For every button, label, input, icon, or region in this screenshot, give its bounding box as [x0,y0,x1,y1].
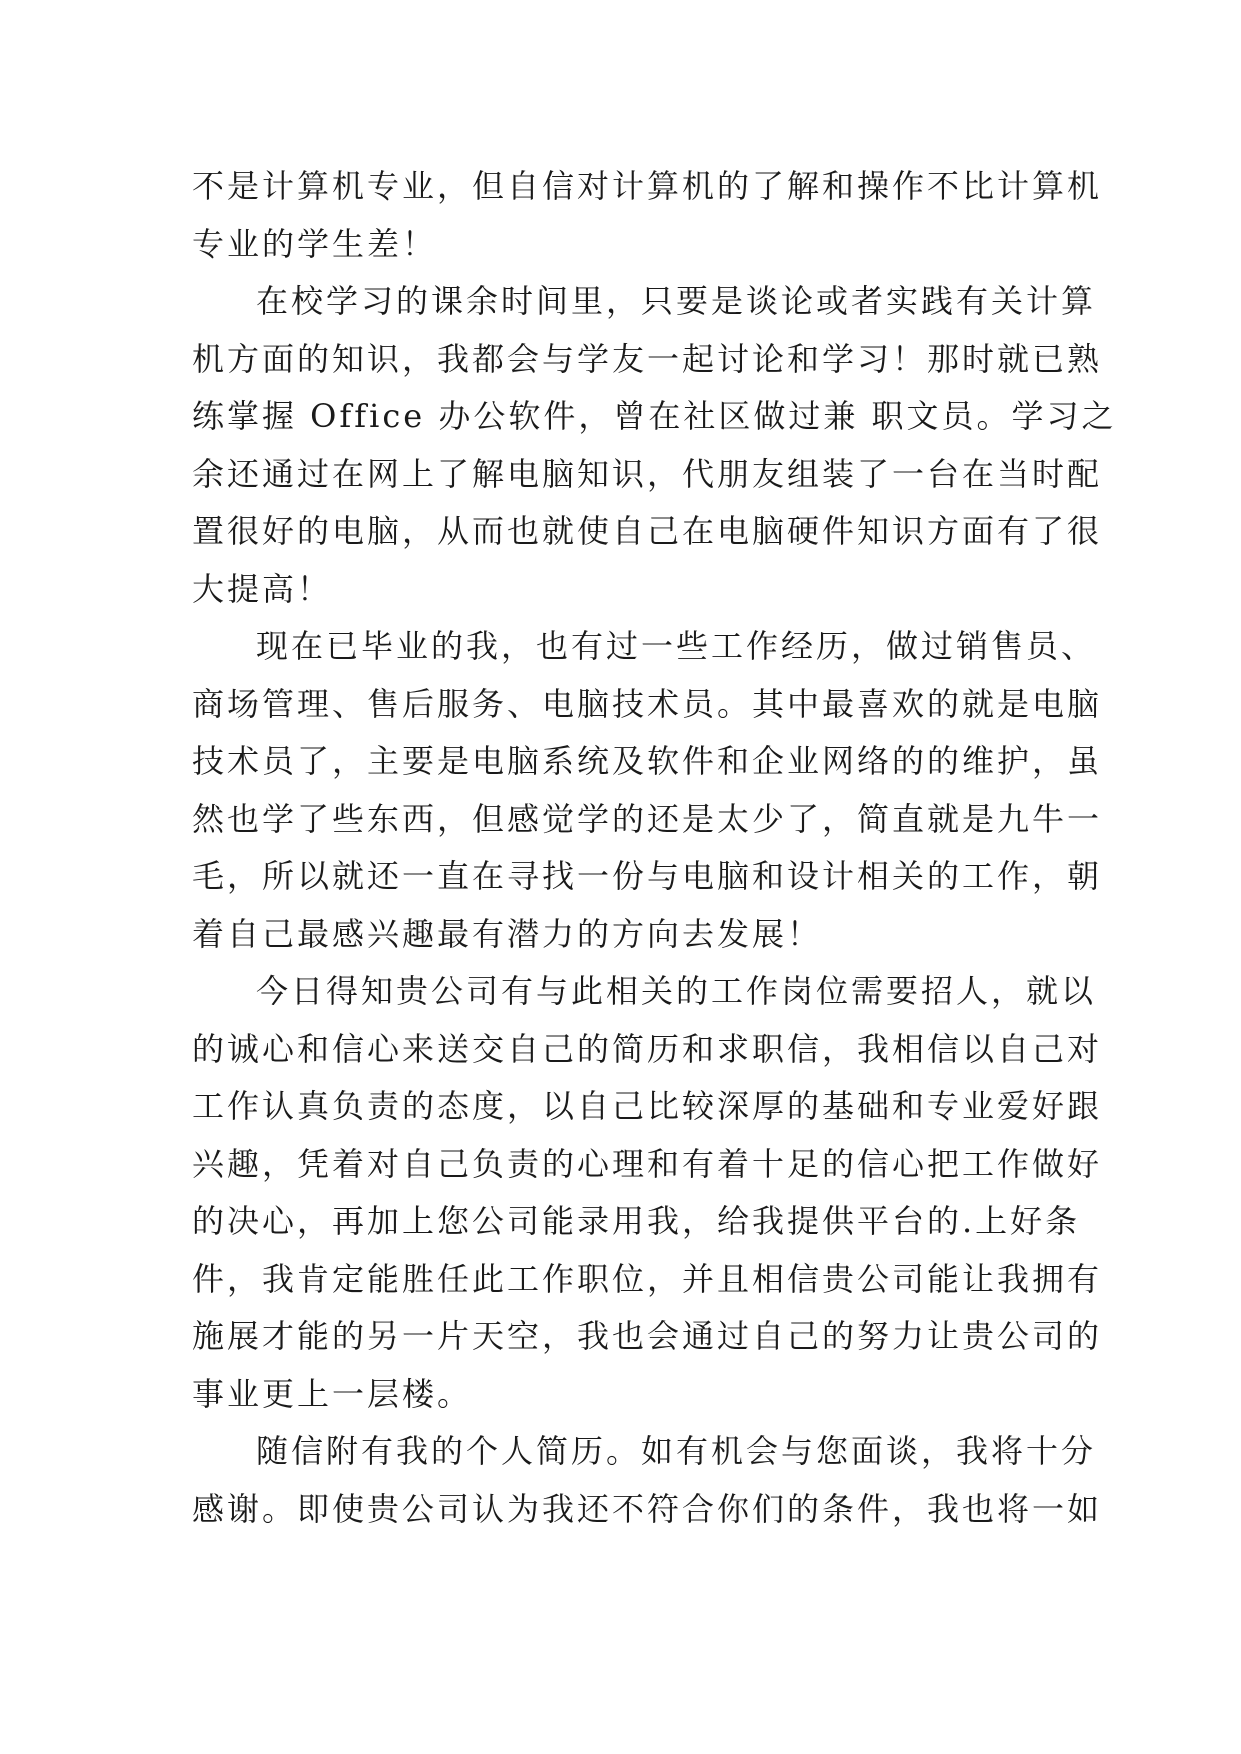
text-line: 技术员了，主要是电脑系统及软件和企业网络的的维护，虽 [192,742,1103,780]
text-line: 工作认真负责的态度，以自己比较深厚的基础和专业爱好跟 [192,1087,1103,1125]
text-line: 练掌握 Office 办公软件，曾在社区做过兼 职文员。学习之 [192,397,1117,435]
text-line: 大提高！ [192,569,333,608]
text-line: 余还通过在网上了解电脑知识，代朋友组装了一台在当时配 [192,454,1103,493]
text-line: 的决心，再加上您公司能录用我，给我提供平台的.上好条 [192,1202,1081,1240]
paragraph-2 [192,273,1117,618]
text-line: 毛，所以就还一直在寻找一份与电脑和设计相关的工作，朝 [192,857,1103,895]
paragraph-5 [192,1423,1103,1538]
paragraph-4 [192,963,1103,1423]
text-line: 然也学了些东西，但感觉学的还是太少了，简直就是九牛一 [192,799,1103,838]
text-line: 的诚心和信心来送交自己的简历和求职信，我相信以自己对 [192,1029,1103,1068]
text-line: 不是计算机专业，但自信对计算机的了解和操作不比计算机 [192,167,1103,205]
text-line: 施展才能的另一片天空，我也会通过自己的努力让贵公司的 [192,1317,1103,1355]
text-line: 事业更上一层楼。 [192,1374,473,1413]
text-line: 在校学习的课余时间里，只要是谈论或者实践有关计算 [256,282,1097,320]
text-line: 商场管理、售后服务、电脑技术员。其中最喜欢的就是电脑 [192,684,1103,723]
text-line: 现在已毕业的我，也有过一些工作经历，做过销售员、 [256,627,1097,665]
text-line: 着自己最感兴趣最有潜力的方向去发展！ [192,914,823,953]
text-line: 机方面的知识，我都会与学友一起讨论和学习！那时就已熟 [192,339,1103,378]
text-line: 件，我肯定能胜任此工作职位，并且相信贵公司能让我拥有 [192,1259,1103,1298]
paragraph-1 [192,158,1103,273]
text-line: 感谢。即使贵公司认为我还不符合你们的条件，我也将一如 [192,1489,1103,1528]
letter-body [192,158,1117,1538]
text-line: 随信附有我的个人简历。如有机会与您面谈，我将十分 [256,1432,1097,1470]
paragraph-3 [192,618,1103,963]
text-line: 专业的学生差！ [192,224,438,263]
text-line: 兴趣，凭着对自己负责的心理和有着十足的信心把工作做好 [192,1144,1103,1183]
text-line: 置很好的电脑，从而也就使自己在电脑硬件知识方面有了很 [192,512,1103,550]
text-line: 今日得知贵公司有与此相关的工作岗位需要招人，就以 [256,972,1097,1010]
